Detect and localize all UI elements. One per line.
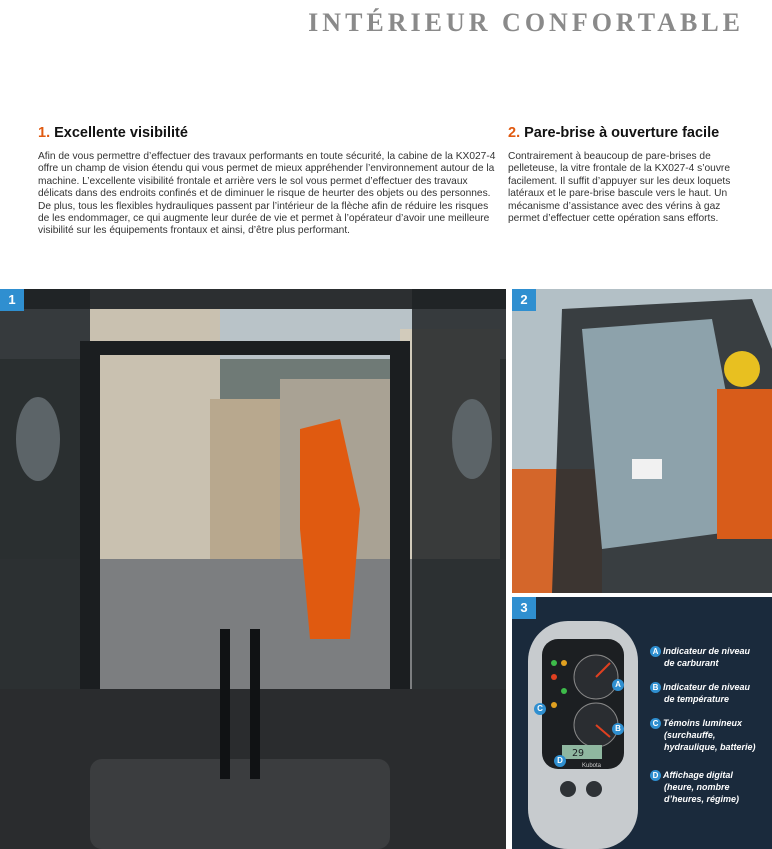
legend-letter: B [650,682,661,693]
legend-letter: A [650,646,661,657]
section-heading-text: Excellente visibilité [54,125,188,141]
legend-d [650,769,768,805]
section-body: Afin de vous permettre d’effectuer des travaux performants en toute sécurité, la cabine de la KX027-4 offre un champ de vision étendu qui vous permet de mieux appréhender l’environnement autour de la machine. L’excellente visibilité frontale et arrière vers le sol vous permet d’effectuer des travaux délicats dans des endroits confinés et de diminuer le risque de heurter des objets ou des personnes. De plus, tous les flexibles hydrauliques passent par l’intérieur de la flèche afin de réduire les risques de les endommager, ce qui augmente leur durée de vie et permet à l’opérateur d’avoir une meilleure visibilité sur les équipements frontaux et ainsi, d’être plus performant. [38,151,496,237]
digital-readout: 29 [572,748,585,759]
section-body: Contrairement à beaucoup de pare-brises de pelleteuse, la vitre frontale de la KX027-4 s’ouvre facilement. Il suffit d’appuyer sur les deux loquets latéraux et le pare-brise bascule vers le haut. Un mécanisme d’assistance avec des vérins à gaz permet d’effectuer cette opération sans efforts. [508,151,731,225]
marker-a: A [612,679,624,691]
legend-line: Indicateur de niveau [663,646,751,656]
photo-badge: 2 [512,289,536,311]
section-visibility [38,125,500,238]
section-heading-text: Pare-brise à ouverture facile [524,125,720,141]
legend-line: de carburant [664,658,719,668]
photo-badge: 1 [0,289,24,311]
cab-interior-illustration [0,289,506,849]
legend-line: (surchauffe, [664,730,716,740]
legend-letter: D [650,770,661,781]
legend-line: Témoins lumineux [663,718,743,728]
section-number: 1. [38,125,51,141]
page-title: INTÉRIEUR CONFORTABLE [308,8,744,37]
legend-b [650,681,768,705]
photo-windscreen [512,289,772,593]
section-windscreen [508,125,744,225]
brand-label: Kubota [582,763,602,769]
legend-c [650,717,768,753]
legend-line: d’heures, régime) [664,794,740,804]
photo-badge: 3 [512,597,536,619]
marker-b: B [612,723,624,735]
windscreen-illustration [512,289,772,593]
legend-line: Indicateur de niveau [663,682,751,692]
legend-line: Affichage digital [663,770,733,780]
legend-a [650,645,768,669]
photo-cab-visibility [0,289,506,849]
section-number: 2. [508,125,521,141]
section-heading [38,125,500,141]
marker-c: C [534,703,546,715]
legend-letter: C [650,718,661,729]
legend-line: hydraulique, batterie) [664,742,756,752]
legend-line: (heure, nombre [664,782,730,792]
marker-d: D [554,755,566,767]
photo-dashboard [512,597,772,849]
section-heading [508,125,744,141]
legend-line: de température [664,694,730,704]
